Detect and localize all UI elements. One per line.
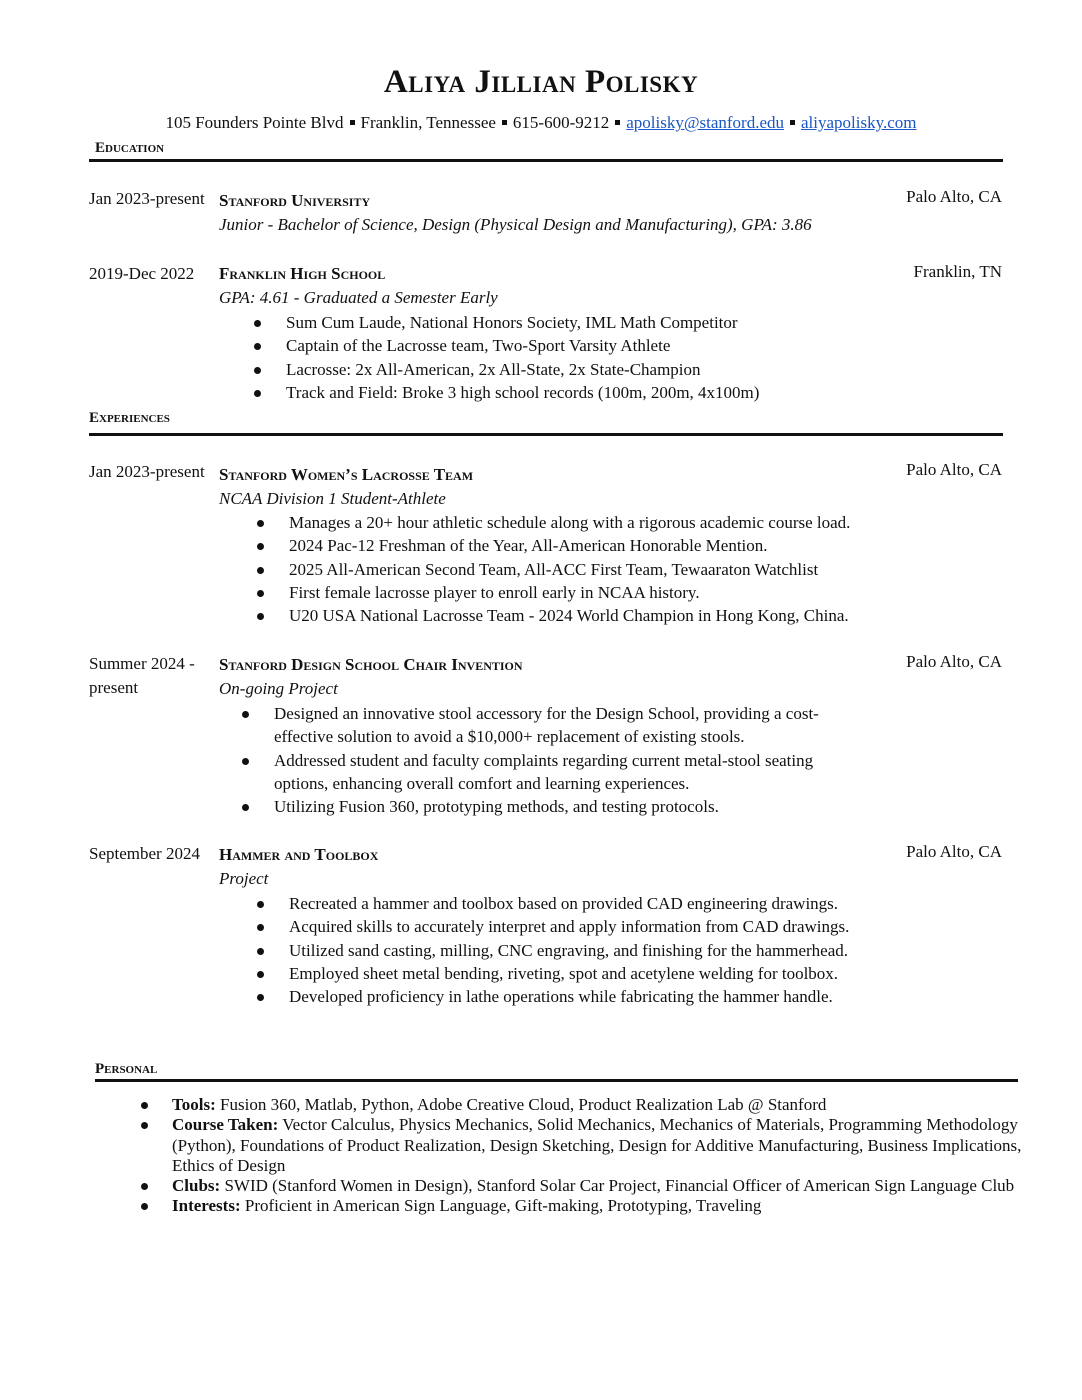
list-item: Lacrosse: 2x All-American, 2x All-State, 2x State-Champion [286,358,986,381]
bullet-icon [257,971,264,978]
section-divider [89,433,1003,436]
list-item: Sum Cum Laude, National Honors Society, IML Math Competitor [286,311,986,334]
entry-organization: Stanford University [219,191,371,210]
entry-organization: Franklin High School [219,264,386,283]
entry-organization: Stanford Women’s Lacrosse Team [219,465,474,484]
list-item: 2024 Pac-12 Freshman of the Year, All-American Honorable Mention. [289,534,989,557]
entry-bullet-list [289,511,989,627]
personal-heading: Personal [95,1061,158,1077]
list-item: Utilizing Fusion 360, prototyping methods, and testing protocols. [274,795,854,818]
bullet-icon [257,590,264,597]
phone: 615-600-9212 [512,113,610,132]
bullet-icon [141,1122,148,1129]
entry-date: Summer 2024 - present [89,654,195,697]
list-item: Developed proficiency in lathe operations while fabricating the hammer handle. [289,985,989,1008]
bullet-icon [242,711,249,718]
section-divider [89,159,1003,162]
bullet-icon [242,758,249,765]
education-heading: Education [95,140,165,156]
entry-subtitle: On-going Project [219,679,338,698]
list-item-interests: Interests: Proficient in American Sign Language, Gift-making, Prototyping, Traveling [172,1196,1022,1216]
city: Franklin, Tennessee [360,113,496,132]
bullet-icon [141,1102,148,1109]
separator-icon [350,120,355,125]
list-item: Manages a 20+ hour athletic schedule along with a rigorous academic course load. [289,511,989,534]
list-item: U20 USA National Lacrosse Team - 2024 World Champion in Hong Kong, China. [289,604,989,627]
bullet-icon [257,613,264,620]
entry-subtitle: Junior - Bachelor of Science, Design (Physical Design and Manufacturing), GPA: 3.86 [219,215,812,234]
list-item: Recreated a hammer and toolbox based on provided CAD engineering drawings. [289,892,989,915]
separator-icon [615,120,620,125]
bullet-icon [257,901,264,908]
entry-location: Palo Alto, CA [906,460,1002,479]
bullet-icon [141,1203,148,1210]
entry-location: Palo Alto, CA [906,652,1002,671]
list-item: Captain of the Lacrosse team, Two-Sport Varsity Athlete [286,334,986,357]
contact-line [0,113,1082,133]
list-item: 2025 All-American Second Team, All-ACC First Team, Tewaaraton Watchlist [289,558,989,581]
website-link[interactable]: aliyapolisky.com [801,113,917,132]
entry-subtitle: Project [219,869,269,888]
list-item: Track and Field: Broke 3 high school records (100m, 200m, 4x100m) [286,381,986,404]
email-link[interactable]: apolisky@stanford.edu [626,113,785,132]
experiences-heading: Experiences [89,410,170,426]
bullet-icon [141,1183,148,1190]
bullet-icon [257,567,264,574]
entry-date: Jan 2023-present [89,462,205,481]
entry-organization: Hammer and Toolbox [219,845,379,864]
separator-icon [790,120,795,125]
bullet-icon [254,390,261,397]
list-item: Employed sheet metal bending, riveting, spot and acetylene welding for toolbox. [289,962,989,985]
entry-subtitle: NCAA Division 1 Student-Athlete [219,489,446,508]
list-item: Utilized sand casting, milling, CNC engraving, and finishing for the hammerhead. [289,939,989,962]
list-item: Acquired skills to accurately interpret and apply information from CAD drawings. [289,915,989,938]
bullet-icon [257,948,264,955]
entry-location: Palo Alto, CA [906,187,1002,206]
entry-subtitle: GPA: 4.61 - Graduated a Semester Early [219,288,498,307]
bullet-icon [257,924,264,931]
bullet-icon [254,367,261,374]
section-divider [95,1079,1018,1082]
entry-date: Jan 2023-present [89,189,205,208]
entry-bullet-list [289,892,989,1008]
bullet-icon [242,804,249,811]
personal-list [172,1095,1022,1217]
entry-bullet-list [274,702,854,818]
bullet-icon [254,343,261,350]
bullet-icon [257,543,264,550]
candidate-name: Aliya Jillian Polisky [383,64,699,100]
entry-organization: Stanford Design School Chair Invention [219,655,523,674]
list-item-clubs: Clubs: SWID (Stanford Women in Design), Stanford Solar Car Project, Financial Officer of American Sign Language Club [172,1176,1022,1196]
entry-location: Palo Alto, CA [906,842,1002,861]
entry-bullet-list [286,311,986,404]
address: 105 Founders Pointe Blvd [165,113,344,132]
list-item-courses: Course Taken: Vector Calculus, Physics Mechanics, Solid Mechanics, Mechanics of Materials, Programming Methodology (Python), Foundations of Product Realization, Design Sketching, Design for Additive Manufacturing, Business Implications, Ethics of Design [172,1115,1022,1176]
list-item: Addressed student and faculty complaints regarding current metal-stool seating options, enhancing overall comfort and learning experiences. [274,749,854,796]
entry-date: September 2024 [89,844,200,863]
list-item: First female lacrosse player to enroll early in NCAA history. [289,581,989,604]
bullet-icon [254,320,261,327]
entry-location: Franklin, TN [913,262,1002,281]
list-item: Designed an innovative stool accessory for the Design School, providing a cost-effective solution to avoid a $10,000+ replacement of existing stools. [274,702,854,749]
bullet-icon [257,520,264,527]
bullet-icon [257,994,264,1001]
list-item-tools: Tools: Fusion 360, Matlab, Python, Adobe Creative Cloud, Product Realization Lab @ Stanford [172,1095,1022,1115]
separator-icon [502,120,507,125]
entry-date: 2019-Dec 2022 [89,264,195,283]
